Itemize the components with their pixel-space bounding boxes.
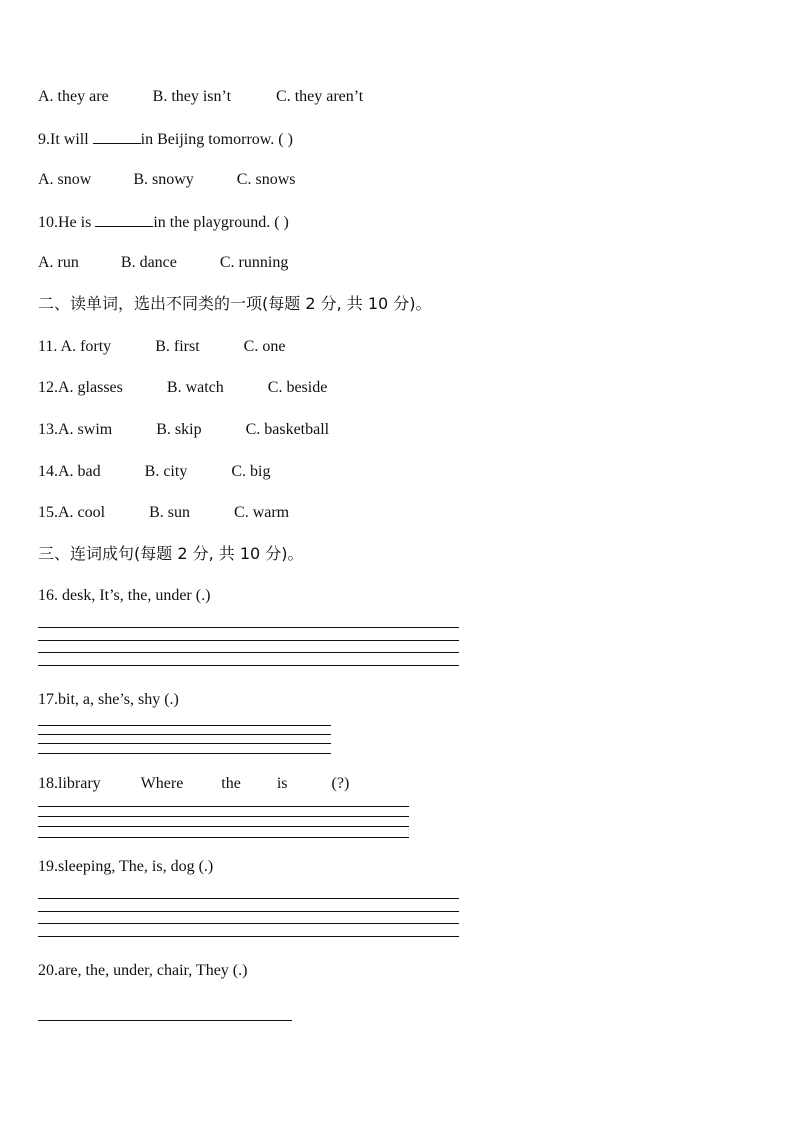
q10-option-a: A. run: [38, 254, 79, 271]
q18-answer-line-4[interactable]: [38, 837, 409, 838]
q8-options: [38, 87, 363, 107]
q11: 11. A. forty B. first C. one: [38, 338, 286, 355]
q9-answer-blank[interactable]: [93, 129, 141, 144]
q19-prompt: 19.sleeping, The, is, dog (.): [38, 858, 214, 875]
q18-prompt: 18.library Where the is (?): [38, 775, 350, 792]
q9-option-a: A. snow: [38, 171, 92, 188]
q18-answer-line-3[interactable]: [38, 826, 409, 827]
q12: 12.A. glasses B. watch C. beside: [38, 379, 328, 396]
q13: 13.A. swim B. skip C. basketball: [38, 421, 330, 438]
q17-answer-line-4[interactable]: [38, 753, 331, 754]
section-3-heading: 三、连词成句(每题 2 分, 共 10 分)。: [38, 544, 304, 563]
q9-option-c: C. snows: [236, 171, 296, 188]
q19-answer-line-2[interactable]: [38, 911, 459, 912]
q10-option-b: B. dance: [120, 254, 177, 271]
q18-answer-line-1[interactable]: [38, 806, 409, 807]
q17-prompt: 17.bit, a, she’s, shy (.): [38, 691, 179, 708]
q14: 14.A. bad B. city C. big: [38, 463, 271, 480]
q8-option-c: C. they aren’t: [276, 88, 364, 105]
q16-answer-line-2[interactable]: [38, 640, 459, 641]
q19-answer-line-4[interactable]: [38, 936, 459, 937]
q10-answer-blank[interactable]: [95, 212, 153, 227]
section-2-heading: 二、读单词，选出不同类的一项(每题 2 分, 共 10 分)。: [38, 294, 432, 313]
q17-answer-line-3[interactable]: [38, 743, 331, 744]
q16-answer-line-4[interactable]: [38, 665, 459, 666]
q19-answer-line-1[interactable]: [38, 898, 459, 899]
q17-answer-line-2[interactable]: [38, 734, 331, 735]
q9-stem: 9.It will in Beijing tomorrow. ( ): [38, 131, 293, 148]
q20-answer-line[interactable]: [38, 1020, 292, 1021]
q16-answer-line-1[interactable]: [38, 627, 459, 628]
q8-option-b: B. they isn’t: [152, 88, 232, 105]
q17-answer-line-1[interactable]: [38, 725, 331, 726]
q16-answer-line-3[interactable]: [38, 652, 459, 653]
q15: 15.A. cool B. sun C. warm: [38, 504, 290, 521]
q9-option-b: B. snowy: [133, 171, 194, 188]
q16-prompt: 16. desk, It’s, the, under (.): [38, 587, 211, 604]
q10-stem: 10.He is in the playground. ( ): [38, 214, 289, 231]
q18-answer-line-2[interactable]: [38, 816, 409, 817]
q10-options: [38, 253, 288, 273]
q20-prompt: 20.are, the, under, chair, They (.): [38, 962, 248, 979]
q9-options: [38, 170, 295, 190]
q8-option-a: A. they are: [38, 88, 109, 105]
q19-answer-line-3[interactable]: [38, 923, 459, 924]
q10-option-c: C. running: [219, 254, 289, 271]
